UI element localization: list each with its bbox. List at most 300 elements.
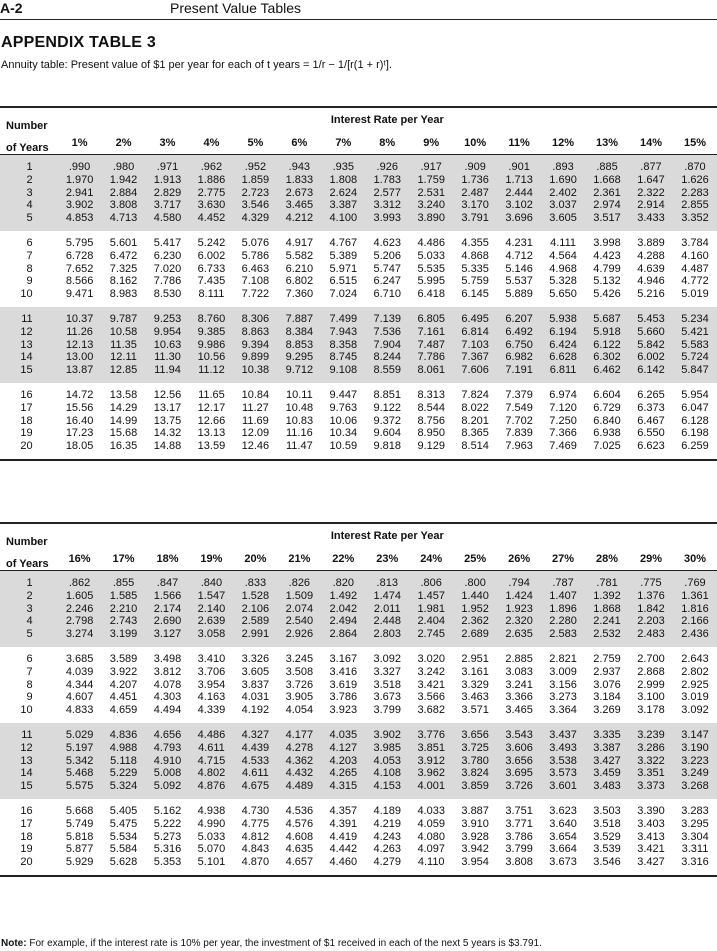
value-cell: 5.650 xyxy=(549,288,577,301)
value-cell: 3.606 xyxy=(497,742,541,755)
years-label: of Years xyxy=(0,132,58,155)
value-cell: 3.403 xyxy=(637,817,665,830)
value-cell: 7.435 xyxy=(197,275,226,288)
value-cell: 8.863 xyxy=(233,326,277,339)
years-label: of Years xyxy=(0,548,58,571)
value-cell: 1.376 xyxy=(629,590,673,603)
value-cell: 4.327 xyxy=(233,723,277,742)
value-cell: 7.904 xyxy=(365,339,409,352)
value-cell: 4.163 xyxy=(197,691,226,704)
value-cell: 3.020 xyxy=(417,652,445,665)
value-cell: 11.12 xyxy=(189,364,233,383)
value-cell: 3.859 xyxy=(453,780,497,799)
value-cell: 6.128 xyxy=(681,414,709,427)
table-row xyxy=(0,187,717,200)
value-cell: 3.503 xyxy=(593,804,621,817)
rate-header: 14% xyxy=(629,132,673,155)
value-cell: 5.118 xyxy=(102,755,146,768)
rate-header: 26% xyxy=(497,548,541,571)
value-cell: 3.058 xyxy=(189,628,233,647)
value-cell: 1.759 xyxy=(409,174,453,187)
value-cell: 5.335 xyxy=(461,262,489,275)
value-cell: .794 xyxy=(497,571,541,590)
value-cell: 6.047 xyxy=(681,401,709,414)
value-cell: 13.17 xyxy=(153,401,182,414)
value-cell: 3.786 xyxy=(505,830,533,843)
value-cell: 2.362 xyxy=(453,615,497,628)
page-title: APPENDIX TABLE 3 xyxy=(1,34,156,51)
value-cell: .917 xyxy=(409,155,453,174)
value-cell: 4.870 xyxy=(233,856,277,876)
value-cell: 2.803 xyxy=(365,628,409,647)
value-cell: 3.283 xyxy=(681,804,709,817)
value-cell: 3.630 xyxy=(189,199,233,212)
value-cell: 1.440 xyxy=(453,590,497,603)
value-cell: 3.601 xyxy=(541,780,585,799)
value-cell: 5.008 xyxy=(146,767,190,780)
value-cell: 3.799 xyxy=(505,843,533,856)
value-cell: 4.080 xyxy=(417,830,445,843)
value-cell: 4.419 xyxy=(329,830,358,843)
value-cell: 2.166 xyxy=(673,615,717,628)
value-cell: 3.517 xyxy=(585,212,629,231)
value-cell: 1.783 xyxy=(365,174,409,187)
value-cell: 3.239 xyxy=(629,723,673,742)
value-cell: 5.759 xyxy=(461,275,489,288)
value-cell: 2.868 xyxy=(637,665,665,678)
value-cell: .952 xyxy=(233,155,277,174)
value-cell: 1.842 xyxy=(629,603,673,616)
value-cell: 2.914 xyxy=(629,199,673,212)
value-cell: 6.982 xyxy=(497,351,541,364)
rate-header: 16% xyxy=(58,548,102,571)
value-cell: 1.647 xyxy=(629,174,673,187)
year-cell: 4 xyxy=(0,199,58,212)
value-cell: 4.876 xyxy=(189,780,233,799)
value-cell: 4.329 xyxy=(233,212,277,231)
value-cell: 5.033 xyxy=(197,830,226,843)
value-cell: 3.605 xyxy=(241,665,270,678)
value-cell: .787 xyxy=(541,571,585,590)
value-cell: 3.998 xyxy=(593,236,621,249)
annuity-table-16-30 xyxy=(0,522,717,877)
value-cell: 4.442 xyxy=(329,843,358,856)
value-cell: 7.824 xyxy=(461,388,489,401)
value-cell: 3.751 xyxy=(505,804,533,817)
value-cell: 8.022 xyxy=(461,401,489,414)
value-cell: 4.712 xyxy=(505,249,533,262)
value-cell: .813 xyxy=(365,571,409,590)
value-cell: 3.390 xyxy=(637,804,665,817)
value-cell: 1.457 xyxy=(409,590,453,603)
value-cell: 2.745 xyxy=(409,628,453,647)
rate-header: 7% xyxy=(321,132,365,155)
year-cell: 15 xyxy=(0,780,58,799)
value-cell: 2.951 xyxy=(461,652,489,665)
table-row xyxy=(0,755,717,768)
interest-rate-label: Interest Rate per Year xyxy=(58,523,717,548)
value-cell: 5.724 xyxy=(673,351,717,364)
value-cell: 4.536 xyxy=(285,804,314,817)
value-cell: 2.494 xyxy=(321,615,365,628)
table-row xyxy=(0,427,717,440)
value-cell: .820 xyxy=(321,571,365,590)
value-cell: 3.410 xyxy=(197,652,226,665)
value-cell: 5.342 xyxy=(58,755,102,768)
year-cell: 19 xyxy=(20,427,33,440)
value-cell: 3.352 xyxy=(673,212,717,231)
value-cell: 12.11 xyxy=(102,351,146,364)
value-cell: 4.054 xyxy=(285,704,314,717)
table-description: Annuity table: Present value of $1 per year for each of t years = 1/r − 1/[r(1 + r)ᵗ]. xyxy=(1,59,392,71)
value-cell: 4.988 xyxy=(102,742,146,755)
value-cell: 1.566 xyxy=(146,590,190,603)
value-cell: 2.210 xyxy=(102,603,146,616)
value-cell: 3.851 xyxy=(409,742,453,755)
value-cell: 3.786 xyxy=(329,691,358,704)
value-cell: 5.206 xyxy=(373,249,402,262)
value-cell: 9.122 xyxy=(373,401,402,414)
value-cell: 5.537 xyxy=(505,275,533,288)
value-cell: 4.611 xyxy=(233,767,277,780)
value-cell: 2.700 xyxy=(637,652,665,665)
value-cell: 3.912 xyxy=(409,755,453,768)
value-cell: 2.991 xyxy=(233,628,277,647)
value-cell: 4.110 xyxy=(409,856,453,876)
value-cell: 4.439 xyxy=(233,742,277,755)
value-cell: 13.58 xyxy=(109,388,138,401)
value-cell: 10.37 xyxy=(58,307,102,326)
value-cell: 3.654 xyxy=(549,830,577,843)
note-label: Note: xyxy=(1,938,27,949)
value-cell: 2.174 xyxy=(146,603,190,616)
value-cell: 3.922 xyxy=(109,665,138,678)
year-cell: 20 xyxy=(0,856,58,876)
value-cell: 1.407 xyxy=(541,590,585,603)
value-cell: 8.514 xyxy=(453,440,497,460)
value-cell: 3.413 xyxy=(637,830,665,843)
value-cell: 5.575 xyxy=(58,780,102,799)
value-cell: 4.153 xyxy=(365,780,409,799)
year-cell: 12 xyxy=(0,742,58,755)
value-cell: 4.288 xyxy=(637,249,665,262)
value-cell: 7.487 xyxy=(409,339,453,352)
value-cell: 3.623 xyxy=(549,804,577,817)
value-cell: 3.696 xyxy=(497,212,541,231)
value-cell: 7.025 xyxy=(585,440,629,460)
value-cell: 5.929 xyxy=(58,856,102,876)
value-cell: 4.767 xyxy=(329,236,358,249)
value-cell: .980 xyxy=(102,155,146,174)
value-cell: 3.316 xyxy=(673,856,717,876)
value-cell: 16.35 xyxy=(102,440,146,460)
value-cell: 5.222 xyxy=(153,817,182,830)
value-cell: 6.604 xyxy=(593,388,621,401)
value-cell: 2.011 xyxy=(365,603,409,616)
value-cell: 1.392 xyxy=(585,590,629,603)
value-cell: 10.56 xyxy=(189,351,233,364)
value-cell: 6.805 xyxy=(409,307,453,326)
value-cell: 10.34 xyxy=(329,427,358,440)
table-row xyxy=(0,742,717,755)
table-row xyxy=(0,818,717,831)
value-cell: 5.535 xyxy=(417,262,445,275)
value-cell: 3.799 xyxy=(373,704,402,717)
value-cell: 4.263 xyxy=(373,843,402,856)
value-cell: 3.322 xyxy=(629,755,673,768)
table-row xyxy=(0,364,717,383)
value-cell: 4.203 xyxy=(321,755,365,768)
value-cell: 4.715 xyxy=(189,755,233,768)
value-cell: 3.326 xyxy=(241,652,270,665)
value-cell: 3.223 xyxy=(673,755,717,768)
value-cell: 1.833 xyxy=(277,174,321,187)
year-cell: 19 xyxy=(20,843,33,856)
value-cell: 10.06 xyxy=(329,414,358,427)
value-cell: 3.780 xyxy=(453,755,497,768)
value-cell: 4.487 xyxy=(681,262,709,275)
value-cell: 2.404 xyxy=(409,615,453,628)
value-cell: 5.534 xyxy=(109,830,138,843)
value-cell: 2.855 xyxy=(673,199,717,212)
value-cell: 2.759 xyxy=(593,652,621,665)
value-cell: 2.074 xyxy=(277,603,321,616)
value-cell: 4.207 xyxy=(109,678,138,691)
value-cell: 4.812 xyxy=(241,830,270,843)
value-cell: 12.09 xyxy=(241,427,270,440)
value-cell: 3.571 xyxy=(461,704,489,717)
value-cell: 4.580 xyxy=(146,212,190,231)
value-cell: 6.265 xyxy=(637,388,665,401)
value-cell: 7.499 xyxy=(321,307,365,326)
value-cell: 9.763 xyxy=(329,401,358,414)
value-cell: 5.938 xyxy=(541,307,585,326)
value-cell: 6.424 xyxy=(541,339,585,352)
table-row xyxy=(0,263,717,276)
value-cell: 3.373 xyxy=(629,780,673,799)
value-cell: 3.242 xyxy=(417,665,445,678)
value-cell: 10.11 xyxy=(285,388,313,401)
value-cell: .901 xyxy=(497,155,541,174)
value-cell: 8.061 xyxy=(409,364,453,383)
table-row xyxy=(0,212,717,231)
value-cell: .893 xyxy=(541,155,585,174)
value-cell: 3.771 xyxy=(505,817,533,830)
value-cell: 5.132 xyxy=(593,275,621,288)
value-cell: 3.437 xyxy=(541,723,585,742)
value-cell: .800 xyxy=(453,571,497,590)
value-cell: 7.963 xyxy=(497,440,541,460)
value-cell: 3.387 xyxy=(321,199,365,212)
value-cell: 3.465 xyxy=(277,199,321,212)
value-cell: 6.122 xyxy=(585,339,629,352)
value-cell: 7.250 xyxy=(549,414,577,427)
value-cell: 3.092 xyxy=(681,704,709,717)
value-cell: 3.364 xyxy=(549,704,577,717)
rate-header: 27% xyxy=(541,548,585,571)
value-cell: 5.582 xyxy=(285,249,314,262)
value-cell: 4.160 xyxy=(681,249,709,262)
value-cell: 15.56 xyxy=(65,401,94,414)
value-cell: 4.639 xyxy=(637,262,665,275)
value-cell: 4.946 xyxy=(637,275,665,288)
value-cell: 1.896 xyxy=(541,603,585,616)
value-cell: 4.775 xyxy=(241,817,270,830)
table-row xyxy=(0,415,717,428)
value-cell: 4.576 xyxy=(285,817,314,830)
table-row xyxy=(0,780,717,799)
value-cell: 9.954 xyxy=(146,326,190,339)
value-cell: 9.899 xyxy=(233,351,277,364)
value-cell: 7.367 xyxy=(453,351,497,364)
value-cell: 4.494 xyxy=(153,704,182,717)
value-cell: 8.983 xyxy=(109,288,138,301)
value-cell: 3.902 xyxy=(365,723,409,742)
value-cell: 7.379 xyxy=(505,388,533,401)
value-cell: 3.147 xyxy=(673,723,717,742)
value-cell: 4.772 xyxy=(681,275,709,288)
value-cell: 1.713 xyxy=(497,174,541,187)
value-cell: 12.56 xyxy=(153,388,182,401)
value-cell: 2.743 xyxy=(102,615,146,628)
value-cell: 5.818 xyxy=(65,830,94,843)
value-cell: 5.995 xyxy=(417,275,445,288)
value-cell: 5.877 xyxy=(65,843,94,856)
value-cell: 3.985 xyxy=(365,742,409,755)
rate-header: 11% xyxy=(497,132,541,155)
value-cell: 9.986 xyxy=(189,339,233,352)
value-cell: 3.640 xyxy=(549,817,577,830)
rate-header: 24% xyxy=(409,548,453,571)
value-cell: 3.274 xyxy=(58,628,102,647)
value-cell: 7.549 xyxy=(505,401,533,414)
value-cell: 1.474 xyxy=(365,590,409,603)
value-cell: 1.913 xyxy=(146,174,190,187)
value-cell: 3.923 xyxy=(329,704,358,717)
value-cell: 8.745 xyxy=(321,351,365,364)
value-cell: 5.453 xyxy=(629,307,673,326)
rate-header: 5% xyxy=(233,132,277,155)
value-cell: 12.85 xyxy=(102,364,146,383)
rate-header: 1% xyxy=(58,132,102,155)
year-cell: 18 xyxy=(20,414,33,427)
year-cell: 17 xyxy=(20,401,33,414)
value-cell: 2.925 xyxy=(681,678,709,691)
value-cell: 5.229 xyxy=(102,767,146,780)
value-cell: 2.723 xyxy=(233,187,277,200)
value-cell: 4.344 xyxy=(65,678,94,691)
value-cell: 3.199 xyxy=(102,628,146,647)
year-cell: 14 xyxy=(0,767,58,780)
value-cell: 3.076 xyxy=(593,678,621,691)
value-cell: 4.564 xyxy=(549,249,577,262)
value-cell: 4.001 xyxy=(409,780,453,799)
value-cell: 7.786 xyxy=(153,275,182,288)
value-cell: 2.689 xyxy=(453,628,497,647)
running-header xyxy=(0,0,717,18)
value-cell: 14.32 xyxy=(153,427,182,440)
value-cell: 4.039 xyxy=(65,665,94,678)
value-cell: 11.69 xyxy=(242,414,269,427)
value-cell: .909 xyxy=(453,155,497,174)
value-cell: 3.543 xyxy=(497,723,541,742)
value-cell: 4.432 xyxy=(277,767,321,780)
value-cell: 2.320 xyxy=(497,615,541,628)
rate-header: 2% xyxy=(102,132,146,155)
value-cell: 2.203 xyxy=(629,615,673,628)
value-cell: 5.918 xyxy=(585,326,629,339)
value-cell: 5.889 xyxy=(505,288,533,301)
value-cell: 13.87 xyxy=(58,364,102,383)
value-cell: .855 xyxy=(102,571,146,590)
value-cell: 5.842 xyxy=(629,339,673,352)
value-cell: 9.108 xyxy=(321,364,365,383)
value-cell: 9.253 xyxy=(146,307,190,326)
value-cell: 1.859 xyxy=(233,174,277,187)
value-cell: 5.101 xyxy=(189,856,233,876)
value-cell: 5.426 xyxy=(593,288,621,301)
table-row xyxy=(0,615,717,628)
value-cell: 2.483 xyxy=(629,628,673,647)
value-cell: 6.750 xyxy=(497,339,541,352)
value-cell: 4.910 xyxy=(146,755,190,768)
value-cell: 6.198 xyxy=(681,427,709,440)
value-cell: 3.685 xyxy=(65,652,94,665)
table-row xyxy=(0,590,717,603)
value-cell: 4.078 xyxy=(153,678,182,691)
value-cell: 11.30 xyxy=(146,351,190,364)
value-cell: 3.273 xyxy=(549,691,577,704)
value-cell: .833 xyxy=(233,571,277,590)
value-cell: 4.635 xyxy=(285,843,314,856)
value-cell: 3.605 xyxy=(541,212,585,231)
table-row xyxy=(0,174,717,187)
header-row-top xyxy=(0,523,717,548)
value-cell: 2.941 xyxy=(58,187,102,200)
table-row xyxy=(0,339,717,352)
value-cell: 2.540 xyxy=(277,615,321,628)
value-cell: 3.508 xyxy=(285,665,314,678)
value-cell: 5.033 xyxy=(417,249,445,262)
value-cell: 6.840 xyxy=(593,414,621,427)
value-cell: 5.668 xyxy=(65,804,94,817)
value-cell: 3.784 xyxy=(681,236,709,249)
value-cell: 4.793 xyxy=(146,742,190,755)
value-cell: 4.391 xyxy=(329,817,358,830)
value-cell: 2.802 xyxy=(681,665,709,678)
value-cell: 4.802 xyxy=(189,767,233,780)
value-cell: 2.280 xyxy=(541,615,585,628)
year-cell: 10 xyxy=(20,288,33,301)
value-cell: 3.245 xyxy=(285,652,314,665)
value-cell: 3.726 xyxy=(285,678,314,691)
value-cell: 2.531 xyxy=(409,187,453,200)
value-cell: 7.722 xyxy=(241,288,270,301)
value-cell: 4.486 xyxy=(417,236,445,249)
year-cell: 14 xyxy=(0,351,58,364)
value-cell: 3.459 xyxy=(585,767,629,780)
value-cell: 2.583 xyxy=(541,628,585,647)
value-cell: .775 xyxy=(629,571,673,590)
value-cell: 3.889 xyxy=(637,236,665,249)
value-cell: 4.833 xyxy=(65,704,94,717)
value-cell: 4.460 xyxy=(321,856,365,876)
header-rule xyxy=(0,19,717,20)
value-cell: 4.265 xyxy=(321,767,365,780)
value-cell: 2.937 xyxy=(593,665,621,678)
value-cell: 3.019 xyxy=(681,691,709,704)
value-cell: 3.905 xyxy=(285,691,314,704)
